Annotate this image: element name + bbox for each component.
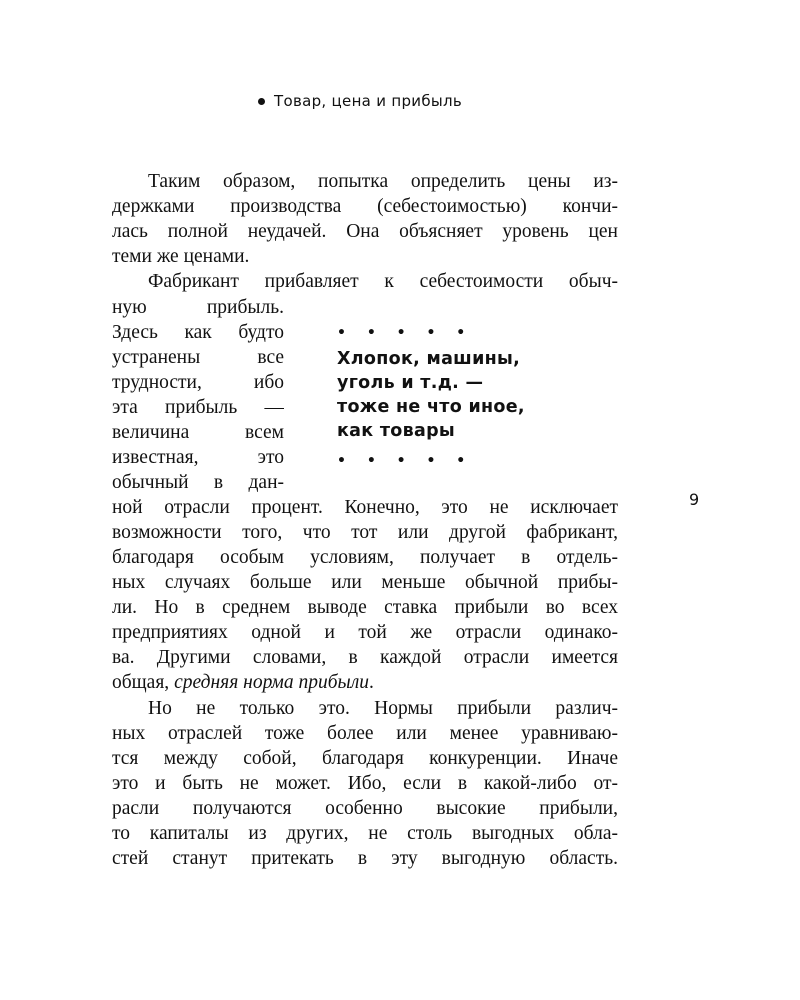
text-line: устранены все xyxy=(112,347,284,368)
text-line: предприятиях одной и той же отрасли одинако- xyxy=(112,622,618,643)
text-line: эта прибыль — xyxy=(112,397,284,418)
text-line: трудности, ибо xyxy=(112,372,284,393)
pull-quote-line: как товары xyxy=(337,421,456,441)
text-line: Таким образом, попытка определить цены из- xyxy=(148,171,618,192)
text-line: держками производства (себестоимостью) кончи- xyxy=(112,196,618,217)
text-line: стей станут притекать в эту выгодную область. xyxy=(112,848,618,869)
pull-quote-line: Хлопок, машины, xyxy=(337,349,521,369)
text-line: Но не только это. Нормы прибыли различ- xyxy=(148,698,618,719)
text-line: теми же ценами. xyxy=(112,246,250,267)
pull-quote-dots-top: • • • • • xyxy=(337,325,474,341)
text-line: расли получаются особенно высокие прибыли, xyxy=(112,798,618,819)
pull-quote-line: уголь и т.д. — xyxy=(337,373,484,393)
text-line: ную прибыль. xyxy=(112,297,284,318)
text-span: . xyxy=(368,672,374,693)
text-line: благодаря особым условиям, получает в отдель- xyxy=(112,547,618,568)
bullet-dot-icon xyxy=(258,98,265,105)
text-line: тся между собой, благодаря конкуренции. Иначе xyxy=(112,748,618,769)
text-line: ных отраслей тоже более или менее уравниваю- xyxy=(112,723,618,744)
text-line xyxy=(112,671,618,695)
running-header-title: Товар, цена и прибыль xyxy=(274,92,463,110)
text-line: лась полной неудачей. Она объясняет уровень цен xyxy=(112,221,618,242)
text-line: Фабрикант прибавляет к себестоимости обыч- xyxy=(148,271,618,292)
text-line: величина всем xyxy=(112,422,284,443)
pull-quote-line: тоже не что иное, xyxy=(337,397,525,417)
text-line: обычный в дан- xyxy=(112,472,284,493)
pull-quote xyxy=(337,323,577,471)
page-number: 9 xyxy=(689,490,700,509)
running-header xyxy=(258,92,462,110)
text-line: ва. Другими словами, в каждой отрасли имеется xyxy=(112,647,618,668)
pull-quote-dots-bottom: • • • • • xyxy=(337,453,474,469)
text-line: ной отрасли процент. Конечно, это не исключает xyxy=(112,497,618,518)
emphasis-text: средняя норма прибыли xyxy=(174,672,369,693)
text-line: ных случаях больше или меньше обычной прибы- xyxy=(112,572,618,593)
text-line: Здесь как будто xyxy=(112,322,284,343)
text-line: возможности того, что тот или другой фабрикант, xyxy=(112,522,618,543)
text-line: известная, это xyxy=(112,447,284,468)
text-span: общая, xyxy=(112,672,175,693)
text-line: ли. Но в среднем выводе ставка прибыли во всех xyxy=(112,597,618,618)
text-line: это и быть не может. Ибо, если в какой-либо от- xyxy=(112,773,618,794)
text-line: то капиталы из других, не столь выгодных обла- xyxy=(112,823,618,844)
